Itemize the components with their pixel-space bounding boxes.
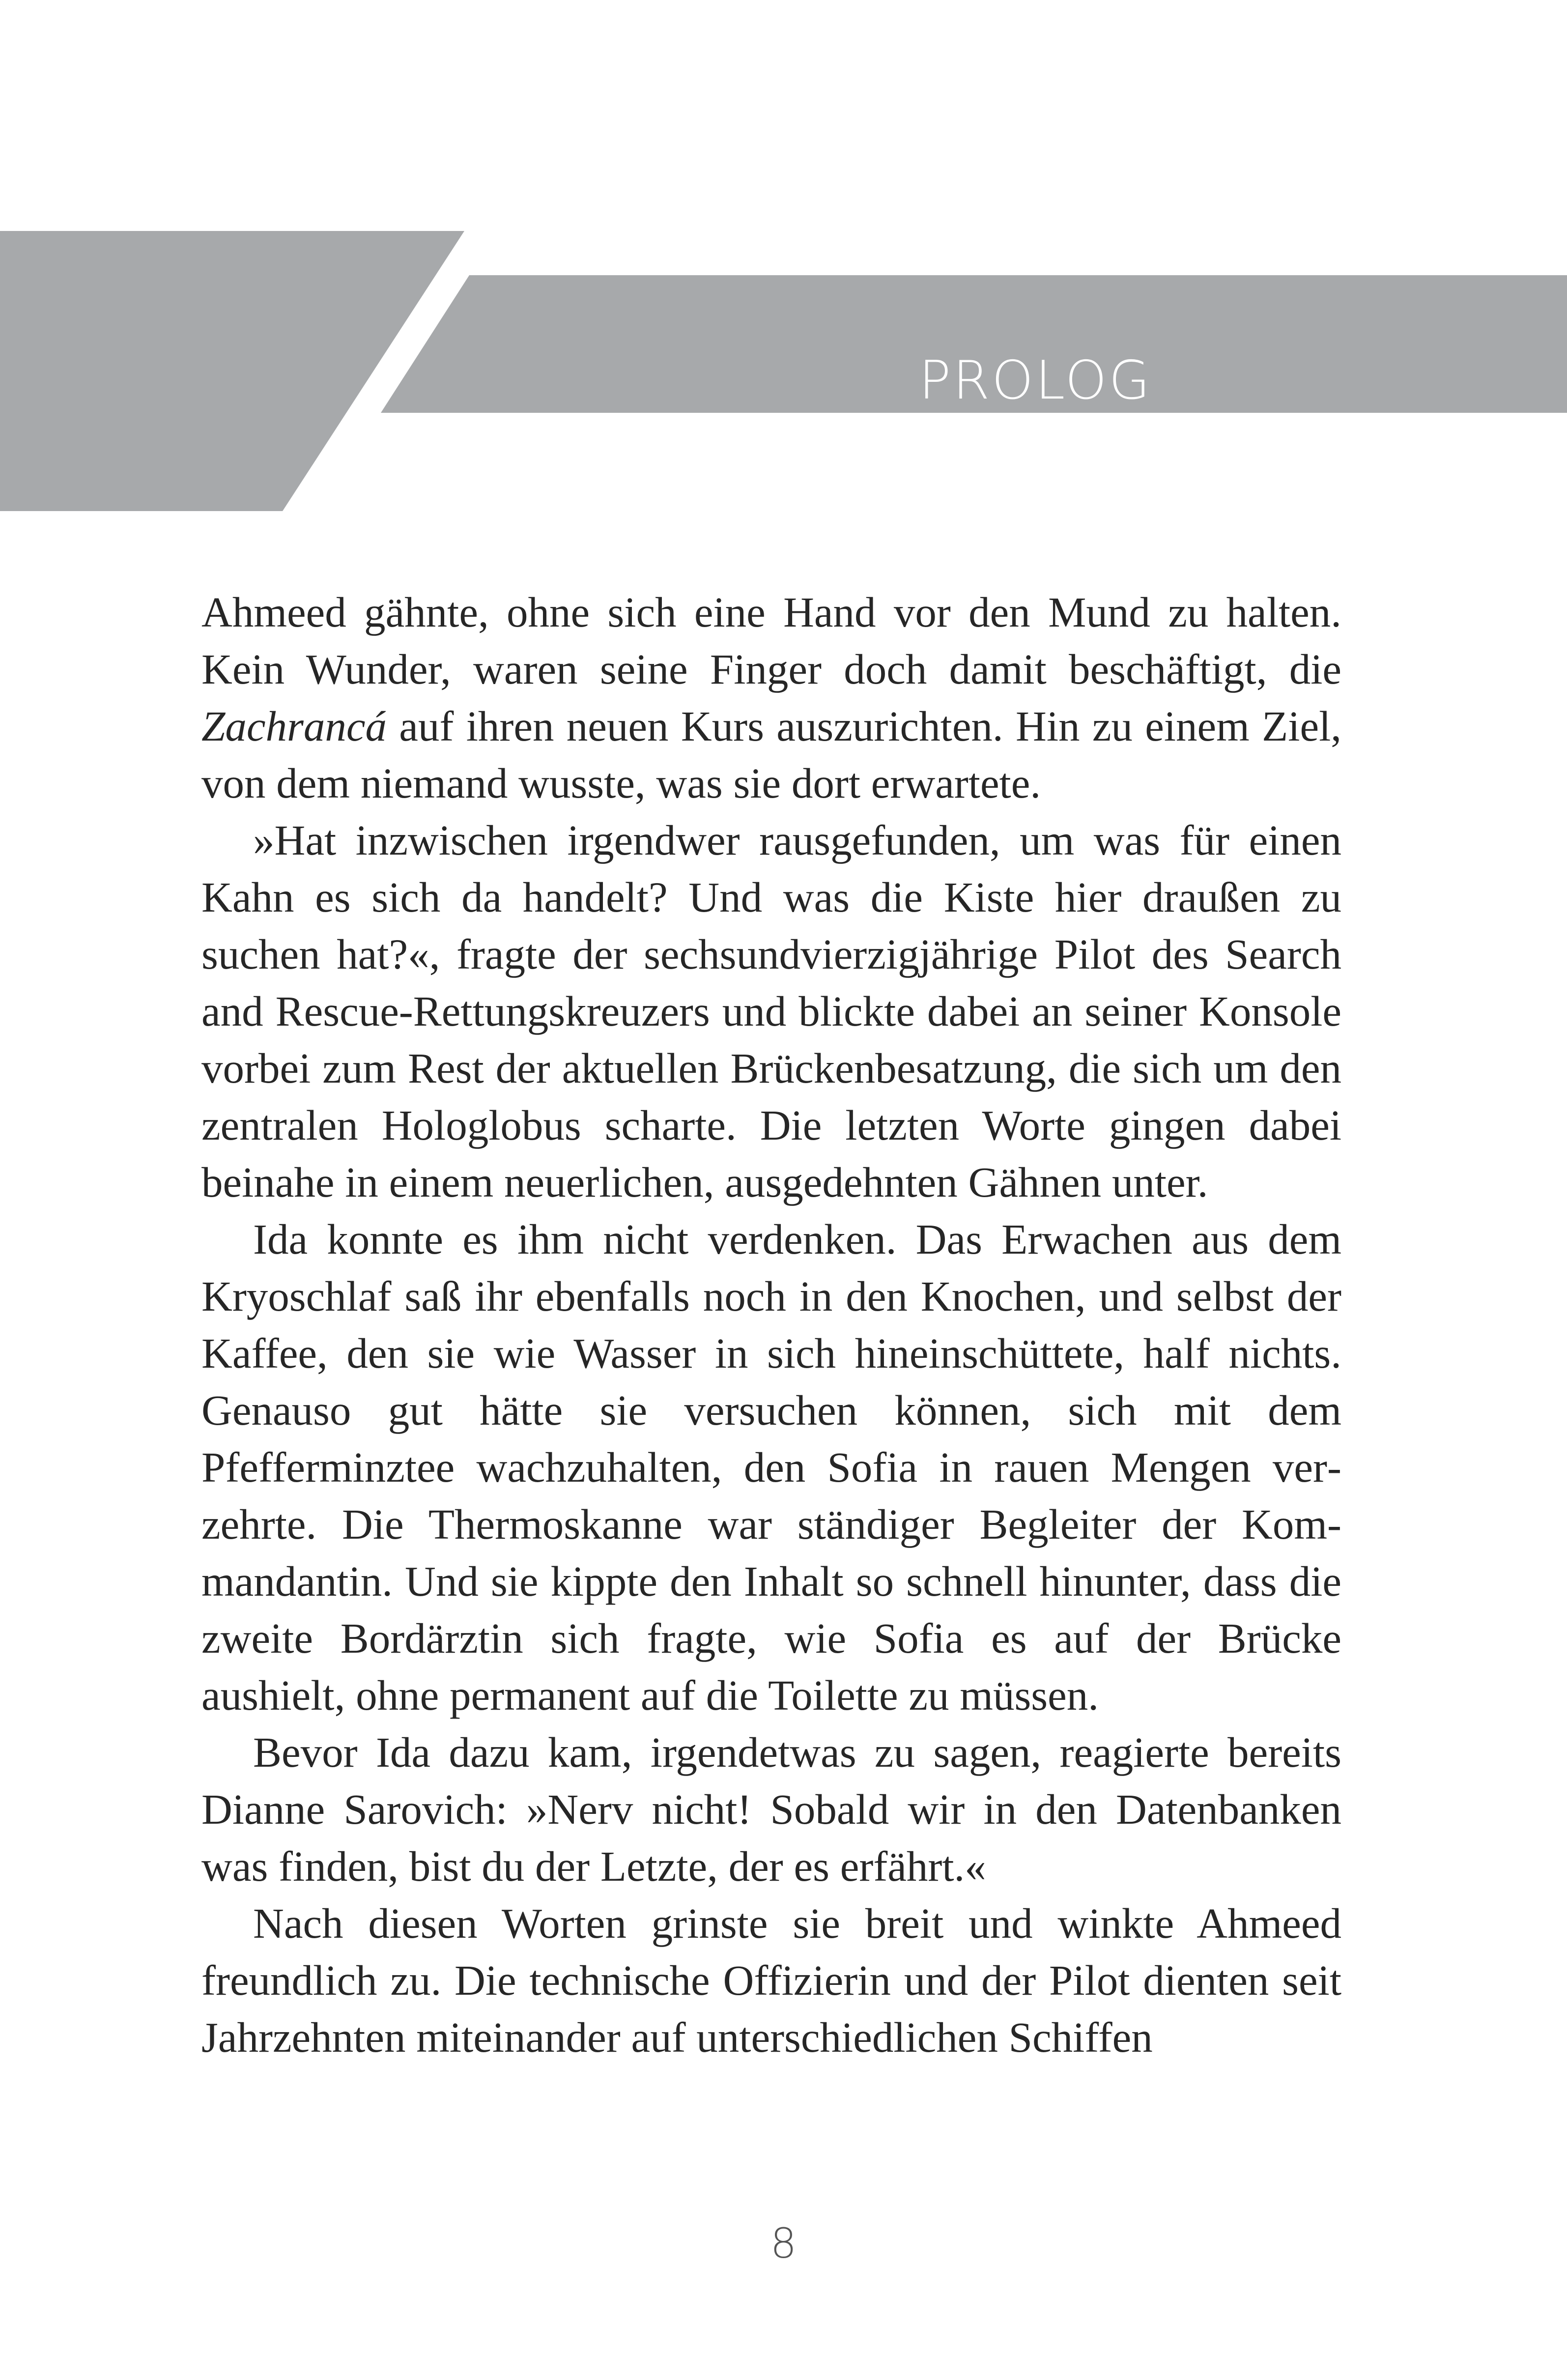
paragraph-3: Ida konnte es ihm nicht verdenken. Das Erwachen aus dem Kryoschlaf saß ihr ebenfalls noch in den Knochen, und selbst der Kaffee, den sie wie Wasser in sich hineinschüttete, half nichts. Genauso gut hätte sie versuchen können, sich mit dem Pfefferminztee wachzuhalten, den Sofia in rauen Mengen verzehrte. Die Thermoskanne war ständiger Begleiter der Kommandantin. Und sie kippte den Inhalt so schnell hinunter, dass die zweite Bordärztin sich fragte, wie Sofia es auf der Brücke aushielt, ohne permanent auf die Toilette zu müssen.	[201, 1215, 1341, 1719]
header-band-left-shape	[0, 231, 464, 511]
body-text	[201, 584, 1341, 2066]
paragraph-1	[201, 584, 1341, 812]
paragraph-4: Bevor Ida dazu kam, irgendetwas zu sagen, reagierte bereits Dianne Sarovich: »Nerv nicht! Sobald wir in den Datenbanken was finden, bist du der Letzte, der es erfährt.«	[201, 1728, 1341, 1890]
paragraph-2: »Hat inzwischen irgendwer rausgefunden, um was für einen Kahn es sich da handelt? Und was die Kiste hier draußen zu suchen hat?«, fragte der sechsundvierzigjährige Pilot des Search and Rescue-Rettungskreuzers und blickte dabei an seiner Konsole vorbei zum Rest der aktuellen Brückenbesatzung, die sich um den zentralen Hologlobus scharte. Die letzten Worte gingen dabei beinahe in einem neuerlichen, ausgedehnten Gähnen unter.	[201, 816, 1341, 1206]
paragraph-1-text-end: auf ihren neuen Kurs auszurichten. Hin zu einem Ziel, von dem niemand wusste, was sie dort erwartete.	[201, 702, 1341, 807]
paragraph-5: Nach diesen Worten grinste sie breit und winkte Ahmeed freundlich zu. Die technische Offizierin und der Pilot dienten seit Jahrzehnten miteinander auf unterschiedlichen Schiffen	[201, 1899, 1341, 2061]
ship-name: Zachrancá	[201, 702, 387, 750]
chapter-title: PROLOG	[919, 350, 1152, 411]
page-number: 8	[770, 2219, 797, 2267]
chapter-header-band	[0, 0, 1567, 541]
paragraph-1-text: Ahmeed gähnte, ohne sich eine Hand vor den Mund zu halten. Kein Wunder, waren seine Finger doch damit beschäftigt, die	[201, 588, 1341, 693]
